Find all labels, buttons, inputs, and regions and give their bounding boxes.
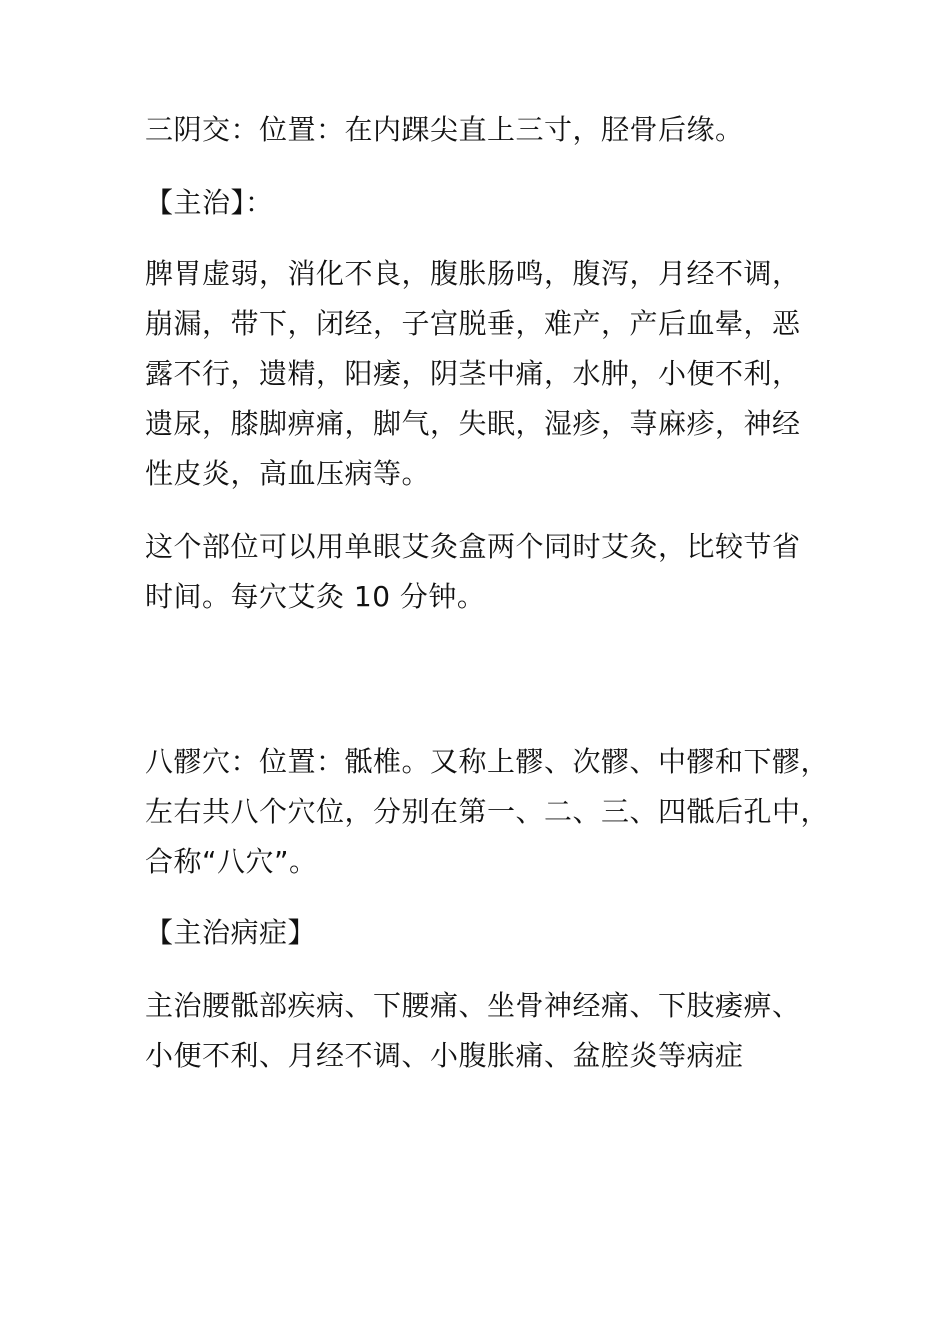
text-line: 【主治病症】 xyxy=(145,916,317,949)
text-line: 这个部位可以用单眼艾灸盒两个同时艾灸，比较节省 xyxy=(145,530,801,563)
text-line: 性皮炎，高血压病等。 xyxy=(145,457,431,490)
text-line: 露不行，遗精，阳痿，阴茎中痛，水肿，小便不利， xyxy=(145,357,801,390)
text-line: 主治腰骶部疾病、下腰痛、坐骨神经痛、下肢痿痹、 xyxy=(145,989,801,1022)
sanyinjiao-indication-heading xyxy=(145,178,815,228)
text-line: 时间。每穴艾灸 10 分钟。 xyxy=(145,580,486,613)
baliao-location xyxy=(145,737,830,887)
text-line: 小便不利、月经不调、小腹胀痛、盆腔炎等病症 xyxy=(145,1039,744,1072)
text-line: 【主治】： xyxy=(145,186,274,219)
sanyinjiao-location xyxy=(145,105,815,155)
text-line: 三阴交：位置：在内踝尖直上三寸，胫骨后缘。 xyxy=(145,113,744,146)
baliao-indications xyxy=(145,981,815,1081)
sanyinjiao-moxibustion-note xyxy=(145,522,815,622)
text-line: 遗尿，膝脚痹痛，脚气，失眠，湿疹，荨麻疹，神经 xyxy=(145,407,801,440)
text-line: 崩漏，带下，闭经，子宫脱垂，难产，产后血晕，恶 xyxy=(145,307,801,340)
baliao-indication-heading xyxy=(145,908,815,958)
text-line: 八髎穴：位置：骶椎。又称上髎、次髎、中髎和下髎， xyxy=(145,745,830,778)
text-line: 左右共八个穴位，分别在第一、二、三、四骶后孔中， xyxy=(145,795,830,828)
text-line: 合称“八穴”。 xyxy=(145,845,318,878)
text-line: 脾胃虚弱，消化不良，腹胀肠鸣，腹泻，月经不调， xyxy=(145,257,801,290)
sanyinjiao-indications xyxy=(145,249,815,499)
